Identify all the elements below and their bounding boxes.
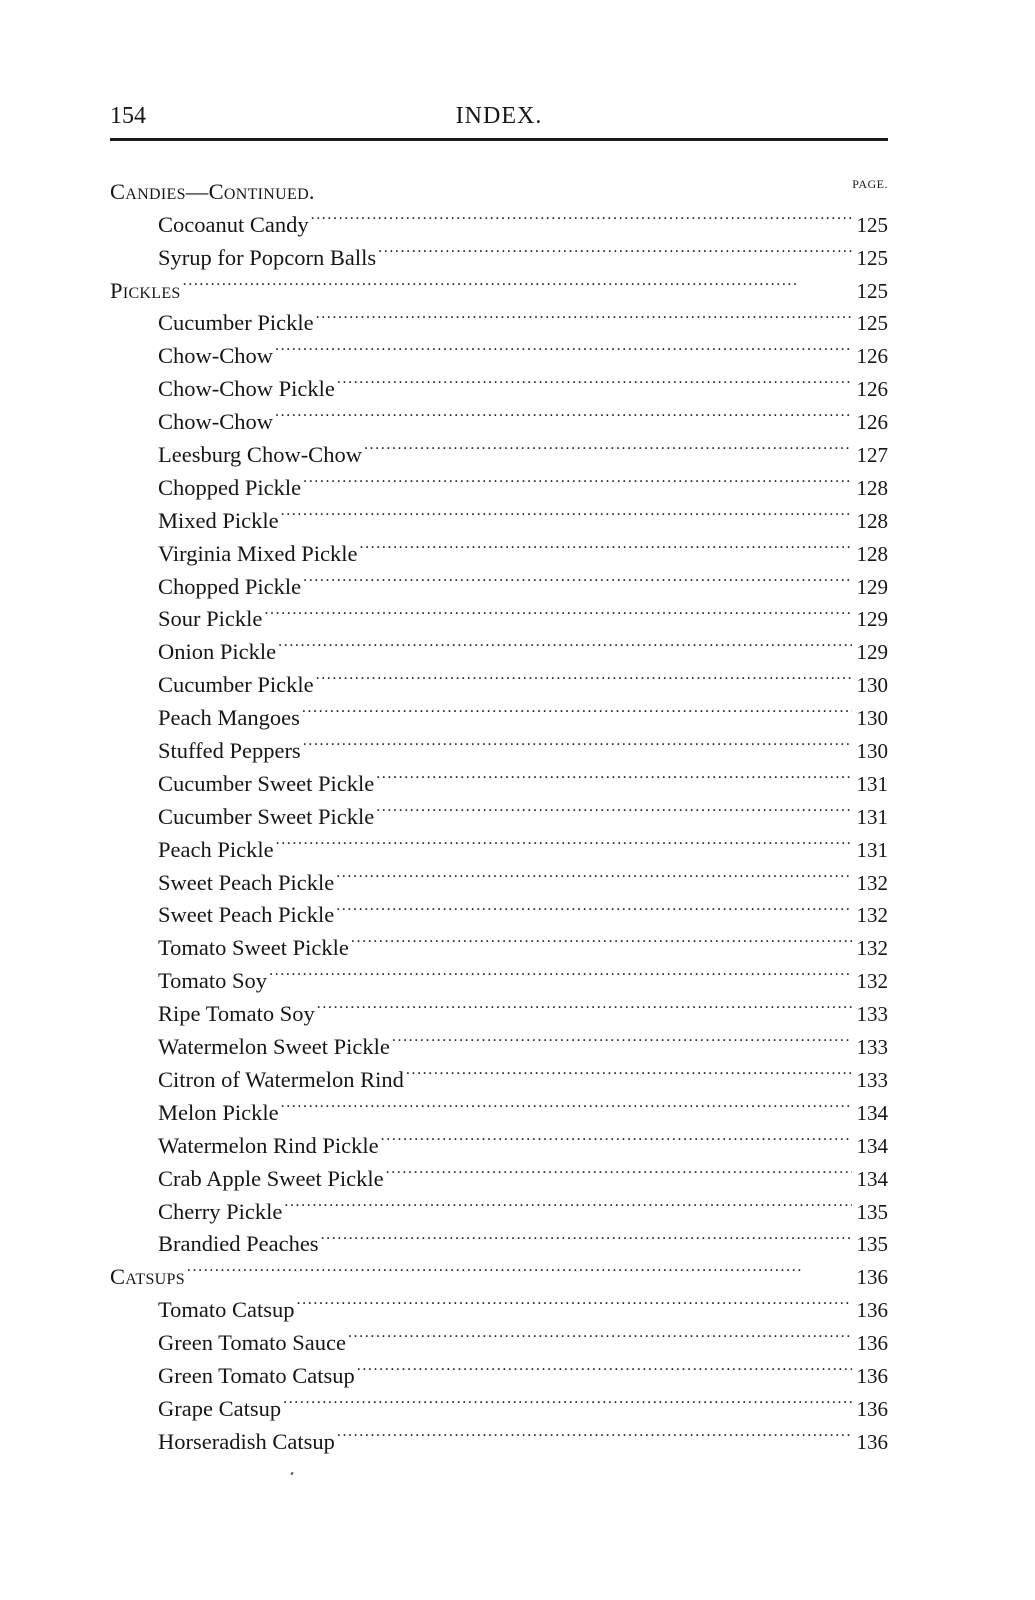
- dot-leader: [337, 363, 852, 396]
- index-entry-row: [110, 495, 888, 533]
- header-spacer: [317, 166, 848, 199]
- entry-label: Leesburg Chow-Chow: [158, 442, 362, 468]
- entry-label: Chow-Chow: [158, 343, 274, 369]
- dot-leader: [302, 692, 852, 725]
- entry-label: Onion Pickle: [158, 639, 277, 665]
- entry-label: Tomato Catsup: [158, 1297, 295, 1323]
- entry-page-number: 126: [856, 410, 888, 435]
- entry-label: Chow-Chow: [158, 409, 274, 435]
- entry-page-number: 125: [856, 212, 888, 237]
- dot-leader: [311, 199, 852, 232]
- entry-label: Peach Pickle: [158, 836, 274, 862]
- index-entry-row: [110, 1219, 888, 1257]
- entry-page-number: 134: [856, 1133, 888, 1158]
- index-section-row: [110, 265, 888, 303]
- entry-label: Stuffed Peppers: [158, 738, 301, 764]
- entry-label: Syrup for Popcorn Balls: [158, 244, 377, 270]
- entry-label: Grape Catsup: [158, 1395, 282, 1421]
- index-entry-row: [110, 1416, 888, 1454]
- entry-page-number: 136: [856, 1429, 888, 1454]
- index-entry-row: [110, 890, 888, 928]
- dot-leader: [317, 988, 852, 1021]
- entry-label: Watermelon Rind Pickle: [158, 1132, 379, 1158]
- index-entry-row: [110, 462, 888, 500]
- index-entry-row: [110, 1284, 888, 1323]
- index-entry-row: [110, 330, 888, 369]
- entry-page-number: 136: [856, 1298, 888, 1323]
- dot-leader: [336, 857, 852, 890]
- index-entry-row: [110, 1120, 888, 1158]
- entry-page-number: 130: [856, 673, 888, 698]
- dot-leader: [348, 1317, 852, 1350]
- index-entry-row: [110, 1317, 888, 1356]
- entry-page-number: 126: [856, 344, 888, 369]
- entry-label: Chopped Pickle: [158, 573, 302, 599]
- index-entry-row: [110, 922, 888, 961]
- entry-label: Cocoanut Candy: [158, 211, 309, 237]
- entry-page-number: 129: [856, 640, 888, 665]
- entry-page-number: 125: [856, 245, 888, 270]
- entry-label: Sweet Peach Pickle: [158, 902, 335, 928]
- index-entry-row: [110, 1021, 888, 1060]
- index-entry-row: [110, 725, 888, 764]
- entry-page-number: 129: [856, 574, 888, 599]
- entry-label: Tomato Soy: [158, 968, 268, 994]
- dot-leader: [303, 561, 852, 594]
- entry-page-number: 136: [856, 1363, 888, 1388]
- entry-page-number: 131: [856, 837, 888, 862]
- dot-leader: [316, 659, 852, 692]
- entry-label: Tomato Sweet Pickle: [158, 935, 349, 961]
- dot-leader: [378, 232, 852, 265]
- index-entry-row: [110, 1186, 888, 1224]
- running-head: [110, 98, 888, 134]
- entry-label: Mixed Pickle: [158, 507, 279, 533]
- entry-page-number: 133: [856, 1035, 888, 1060]
- dot-leader: [275, 330, 852, 363]
- running-title: INDEX.: [455, 103, 543, 129]
- entry-page-number: 131: [856, 804, 888, 829]
- index-entry-row: [110, 791, 888, 829]
- entry-page-number: 128: [856, 541, 888, 566]
- index-entry-row: [110, 561, 888, 599]
- index-entry-row: [110, 1350, 888, 1388]
- entry-page-number: 133: [856, 1002, 888, 1027]
- entry-page-number: 129: [856, 607, 888, 632]
- page-column-label: PAGE.: [852, 177, 888, 191]
- entry-page-number: 132: [856, 870, 888, 895]
- entry-page-number: 134: [856, 1166, 888, 1191]
- dot-leader: [264, 594, 852, 627]
- entry-page-number: 136: [856, 1265, 888, 1290]
- entry-page-number: 136: [856, 1396, 888, 1421]
- entry-label: Sweet Peach Pickle: [158, 869, 335, 895]
- dot-leader: [381, 1120, 852, 1153]
- continued-heading: Candies—Continued.: [110, 178, 315, 204]
- dot-leader: [359, 528, 852, 561]
- entry-label: Peach Mangoes: [158, 705, 300, 731]
- index-entry-row: [110, 955, 888, 994]
- index-entry-row: [110, 594, 888, 632]
- page-number: 154: [110, 103, 146, 129]
- index-entry-row: [110, 1054, 888, 1092]
- entry-label: Citron of Watermelon Rind: [158, 1066, 404, 1092]
- dot-leader: [303, 462, 852, 495]
- index-entry-row: [110, 857, 888, 895]
- dot-leader: [284, 1186, 852, 1219]
- dot-leader: [281, 495, 852, 528]
- index-entry-row: [110, 1153, 888, 1191]
- dot-leader: [376, 758, 852, 791]
- dot-leader: [386, 1153, 852, 1186]
- dot-leader: [357, 1350, 852, 1383]
- entry-label: Watermelon Sweet Pickle: [158, 1034, 390, 1060]
- section-heading: Pickles: [110, 277, 181, 303]
- dot-leader: [351, 922, 852, 955]
- dot-leader: [278, 626, 852, 659]
- entry-page-number: 128: [856, 475, 888, 500]
- entry-page-number: 133: [856, 1067, 888, 1092]
- entry-label: Chopped Pickle: [158, 474, 302, 500]
- entry-page-number: 132: [856, 903, 888, 928]
- entry-label: Cherry Pickle: [158, 1198, 283, 1224]
- entry-page-number: 128: [856, 508, 888, 533]
- index-entry-row: [110, 363, 888, 402]
- dot-leader: [336, 890, 852, 923]
- index-section-row: [110, 1251, 888, 1290]
- dot-leader: [187, 1251, 852, 1284]
- dot-leader: [321, 1219, 852, 1252]
- dot-leader: [281, 1087, 852, 1120]
- entry-label: Sour Pickle: [158, 606, 263, 632]
- entry-page-number: 135: [856, 1199, 888, 1224]
- dot-leader: [275, 396, 852, 429]
- entry-label: Cucumber Sweet Pickle: [158, 803, 375, 829]
- entry-label: Virginia Mixed Pickle: [158, 540, 358, 566]
- index-entry-row: [110, 298, 888, 336]
- entry-label: Cucumber Pickle: [158, 310, 314, 336]
- dot-leader: [269, 955, 852, 988]
- entry-label: Brandied Peaches: [158, 1231, 319, 1257]
- entry-page-number: 125: [856, 278, 888, 303]
- index-entry-row: [110, 692, 888, 731]
- dot-leader: [376, 791, 852, 824]
- index-entry-row: [110, 199, 888, 237]
- entry-label: Green Tomato Catsup: [158, 1362, 355, 1388]
- dot-leader: [364, 429, 852, 462]
- entry-page-number: 132: [856, 969, 888, 994]
- entry-page-number: 130: [856, 739, 888, 764]
- dot-leader: [303, 725, 852, 758]
- index-entry-row: [110, 626, 888, 665]
- ink-speck: [290, 1472, 293, 1476]
- index-list: [110, 166, 888, 1454]
- entry-page-number: 131: [856, 771, 888, 796]
- index-entry-row: [110, 824, 888, 862]
- dot-leader: [316, 298, 852, 331]
- index-entry-row: [110, 758, 888, 796]
- dot-leader: [276, 824, 852, 857]
- entry-label: Ripe Tomato Soy: [158, 1001, 315, 1027]
- dot-leader: [297, 1284, 852, 1317]
- entry-page-number: 130: [856, 706, 888, 731]
- entry-label: Horseradish Catsup: [158, 1428, 335, 1454]
- entry-label: Cucumber Pickle: [158, 672, 314, 698]
- entry-label: Green Tomato Sauce: [158, 1330, 346, 1356]
- dot-leader: [183, 265, 852, 298]
- index-entry-row: [110, 659, 888, 698]
- entry-label: Melon Pickle: [158, 1099, 279, 1125]
- entry-page-number: 134: [856, 1100, 888, 1125]
- dot-leader: [337, 1416, 852, 1449]
- continued-heading-row: [110, 166, 888, 204]
- index-entry-row: [110, 528, 888, 566]
- index-entry-row: [110, 396, 888, 435]
- dot-leader: [392, 1021, 852, 1054]
- dot-leader: [406, 1054, 852, 1087]
- section-heading: Catsups: [110, 1264, 185, 1290]
- entry-page-number: 135: [856, 1232, 888, 1257]
- entry-label: Chow-Chow Pickle: [158, 376, 335, 402]
- entry-label: Cucumber Sweet Pickle: [158, 770, 375, 796]
- entry-page-number: 125: [856, 311, 888, 336]
- entry-page-number: 136: [856, 1331, 888, 1356]
- entry-page-number: 132: [856, 936, 888, 961]
- index-entry-row: [110, 1087, 888, 1125]
- entry-page-number: 127: [856, 443, 888, 468]
- index-entry-row: [110, 429, 888, 468]
- header-rule: [110, 138, 888, 141]
- entry-label: Crab Apple Sweet Pickle: [158, 1165, 384, 1191]
- dot-leader: [283, 1383, 852, 1416]
- entry-page-number: 126: [856, 377, 888, 402]
- index-entry-row: [110, 232, 888, 270]
- index-entry-row: [110, 988, 888, 1027]
- index-entry-row: [110, 1383, 888, 1421]
